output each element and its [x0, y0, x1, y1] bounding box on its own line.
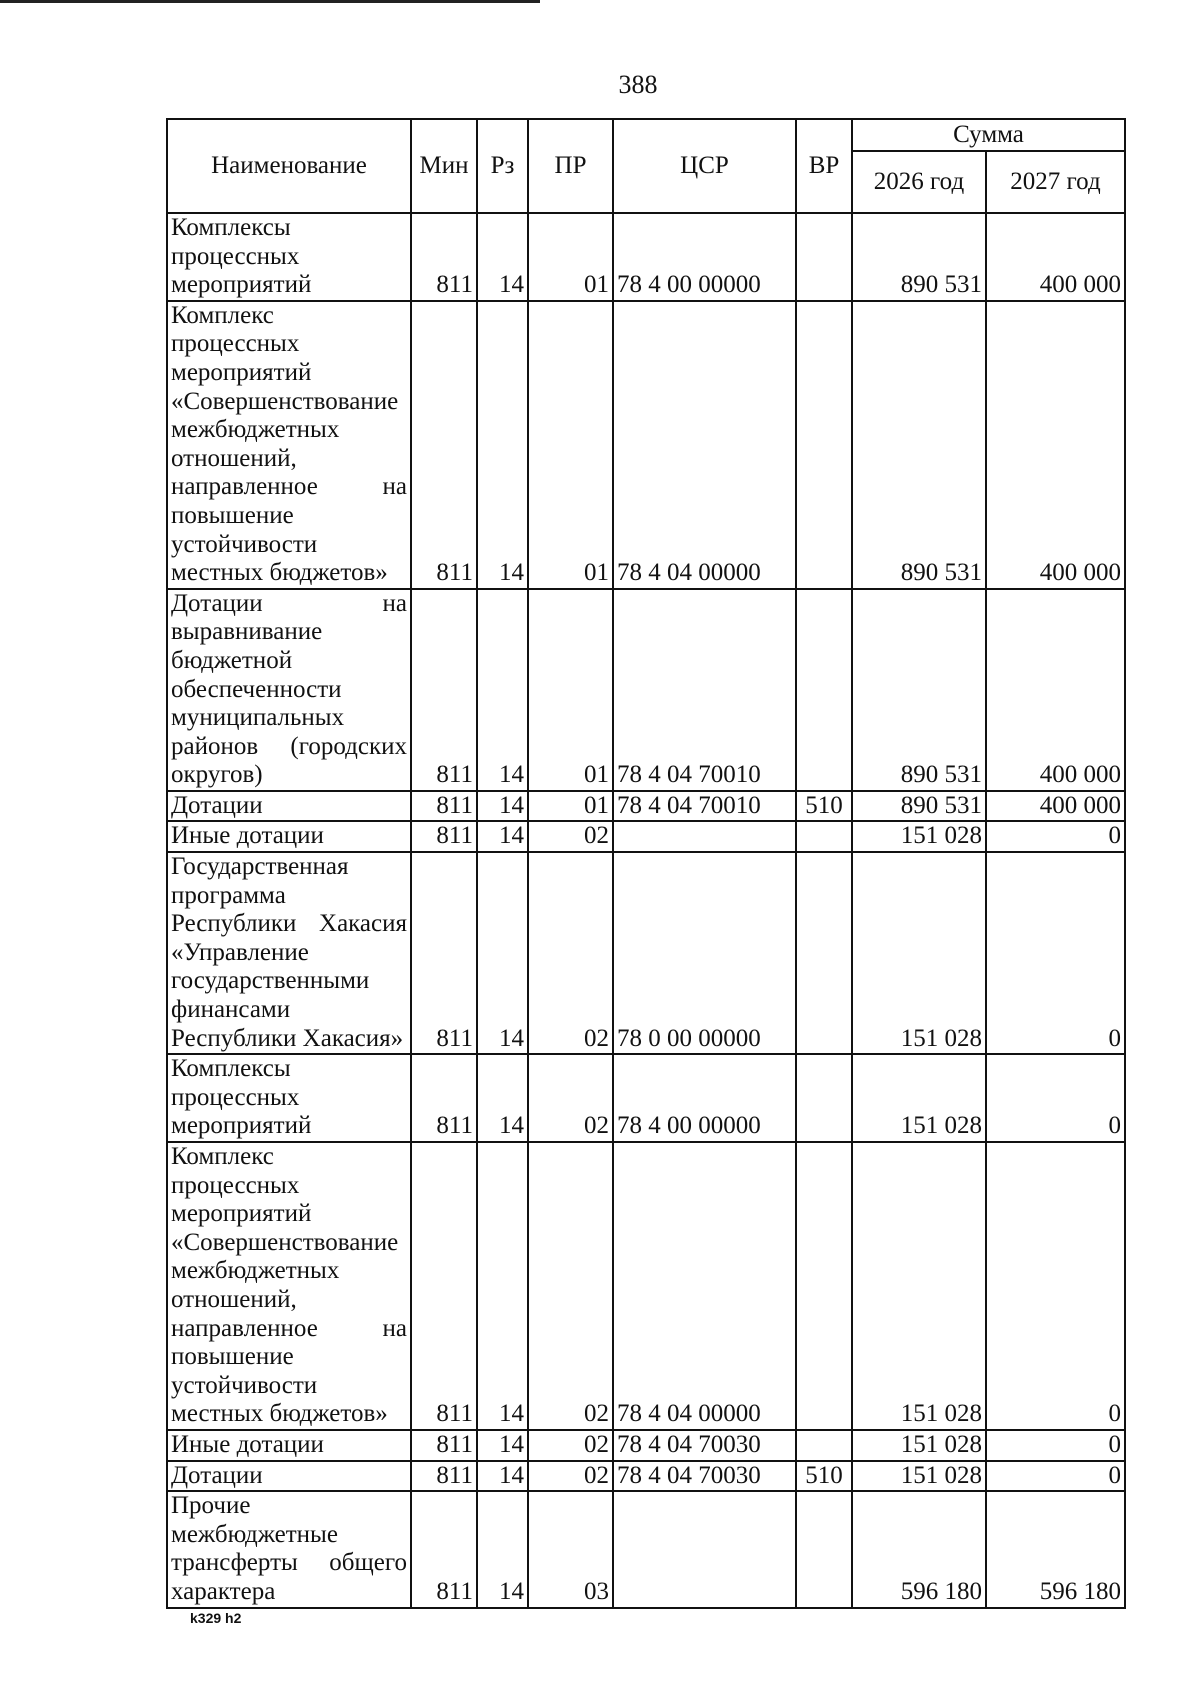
row-rz-cell: 14 — [477, 1461, 528, 1492]
table-row — [167, 791, 1125, 822]
row-2026-cell: 151 028 — [852, 1054, 986, 1142]
row-2027-cell: 400 000 — [986, 213, 1125, 301]
row-name-cell: Дотации — [167, 1461, 411, 1492]
page-number: 388 — [618, 70, 658, 99]
row-2026-cell: 596 180 — [852, 1491, 986, 1607]
col-header-min: Мин — [411, 119, 477, 213]
row-name-cell: Комплекс процессных мероприятий «Совершенствование межбюджетных отношений, направленное на повышение устойчивости местных бюджетов» — [167, 301, 411, 589]
table-row — [167, 213, 1125, 301]
row-name-cell: Иные дотации — [167, 1430, 411, 1461]
row-vr-cell — [796, 1054, 852, 1142]
table-row — [167, 1054, 1125, 1142]
row-vr-cell — [796, 852, 852, 1054]
table-row — [167, 821, 1125, 852]
row-name-cell: Прочие межбюджетные трансферты общего характера — [167, 1491, 411, 1607]
row-2027-cell: 0 — [986, 1054, 1125, 1142]
row-rz-cell: 14 — [477, 1491, 528, 1607]
budget-table — [166, 118, 1126, 1609]
row-2027-cell: 400 000 — [986, 791, 1125, 822]
row-2026-cell: 890 531 — [852, 791, 986, 822]
row-name-cell: Комплексы процессных мероприятий — [167, 1054, 411, 1142]
col-header-name: Наименование — [167, 119, 411, 213]
row-csr-cell: 78 0 00 00000 — [613, 852, 796, 1054]
table-row — [167, 301, 1125, 589]
header-row — [167, 119, 1125, 151]
row-rz-cell: 14 — [477, 1142, 528, 1430]
row-pr-cell: 02 — [528, 1461, 613, 1492]
table-row — [167, 589, 1125, 791]
row-2026-cell: 890 531 — [852, 589, 986, 791]
row-name-cell: Комплексы процессных мероприятий — [167, 213, 411, 301]
row-vr-cell — [796, 1142, 852, 1430]
row-min-cell: 811 — [411, 301, 477, 589]
row-min-cell: 811 — [411, 1491, 477, 1607]
row-min-cell: 811 — [411, 1430, 477, 1461]
row-min-cell: 811 — [411, 1142, 477, 1430]
table-row — [167, 852, 1125, 1054]
row-2027-cell: 0 — [986, 1430, 1125, 1461]
row-pr-cell: 02 — [528, 1430, 613, 1461]
row-pr-cell: 02 — [528, 1142, 613, 1430]
table-row — [167, 1461, 1125, 1492]
row-2027-cell: 0 — [986, 1461, 1125, 1492]
table-body — [167, 213, 1125, 1608]
table-row — [167, 1491, 1125, 1607]
row-min-cell: 811 — [411, 821, 477, 852]
row-pr-cell: 01 — [528, 301, 613, 589]
row-2026-cell: 151 028 — [852, 852, 986, 1054]
table-row — [167, 1430, 1125, 1461]
row-vr-cell: 510 — [796, 791, 852, 822]
row-vr-cell — [796, 589, 852, 791]
row-name-cell: Комплекс процессных мероприятий «Совершенствование межбюджетных отношений, направленное на повышение устойчивости местных бюджетов» — [167, 1142, 411, 1430]
row-pr-cell: 03 — [528, 1491, 613, 1607]
row-csr-cell: 78 4 04 70010 — [613, 589, 796, 791]
row-vr-cell — [796, 1491, 852, 1607]
row-vr-cell — [796, 301, 852, 589]
row-csr-cell: 78 4 00 00000 — [613, 1054, 796, 1142]
row-2027-cell: 400 000 — [986, 301, 1125, 589]
row-csr-cell: 78 4 00 00000 — [613, 213, 796, 301]
row-vr-cell — [796, 821, 852, 852]
row-csr-cell — [613, 1491, 796, 1607]
col-header-rz: Рз — [477, 119, 528, 213]
row-2026-cell: 151 028 — [852, 1142, 986, 1430]
row-2026-cell: 151 028 — [852, 1461, 986, 1492]
row-rz-cell: 14 — [477, 791, 528, 822]
col-header-2027: 2027 год — [986, 151, 1125, 213]
scan-edge-line — [0, 0, 540, 3]
row-2026-cell: 151 028 — [852, 821, 986, 852]
row-rz-cell: 14 — [477, 1430, 528, 1461]
row-name-cell: Дотации — [167, 791, 411, 822]
row-csr-cell: 78 4 04 70030 — [613, 1461, 796, 1492]
row-min-cell: 811 — [411, 852, 477, 1054]
row-rz-cell: 14 — [477, 213, 528, 301]
row-2027-cell: 400 000 — [986, 589, 1125, 791]
row-csr-cell: 78 4 04 70030 — [613, 1430, 796, 1461]
row-2027-cell: 0 — [986, 1142, 1125, 1430]
row-2026-cell: 890 531 — [852, 213, 986, 301]
row-pr-cell: 01 — [528, 213, 613, 301]
table-row — [167, 1142, 1125, 1430]
row-min-cell: 811 — [411, 1054, 477, 1142]
footer-code: k329 h2 — [190, 1610, 242, 1626]
row-2027-cell: 0 — [986, 852, 1125, 1054]
row-rz-cell: 14 — [477, 821, 528, 852]
col-header-sum: Сумма — [852, 119, 1125, 151]
row-vr-cell — [796, 213, 852, 301]
row-name-cell: Государственная программа Республики Хакасия «Управление государственными финансами Республики Хакасия» — [167, 852, 411, 1054]
row-csr-cell: 78 4 04 70010 — [613, 791, 796, 822]
row-min-cell: 811 — [411, 589, 477, 791]
row-rz-cell: 14 — [477, 301, 528, 589]
row-min-cell: 811 — [411, 1461, 477, 1492]
row-pr-cell: 02 — [528, 1054, 613, 1142]
row-csr-cell: 78 4 04 00000 — [613, 301, 796, 589]
row-rz-cell: 14 — [477, 852, 528, 1054]
row-vr-cell — [796, 1430, 852, 1461]
row-pr-cell: 01 — [528, 589, 613, 791]
row-min-cell: 811 — [411, 213, 477, 301]
col-header-csr: ЦСР — [613, 119, 796, 213]
row-min-cell: 811 — [411, 791, 477, 822]
row-rz-cell: 14 — [477, 1054, 528, 1142]
row-2027-cell: 596 180 — [986, 1491, 1125, 1607]
col-header-pr: ПР — [528, 119, 613, 213]
row-name-cell: Иные дотации — [167, 821, 411, 852]
row-2027-cell: 0 — [986, 821, 1125, 852]
row-csr-cell: 78 4 04 00000 — [613, 1142, 796, 1430]
row-pr-cell: 02 — [528, 821, 613, 852]
row-pr-cell: 02 — [528, 852, 613, 1054]
row-pr-cell: 01 — [528, 791, 613, 822]
row-rz-cell: 14 — [477, 589, 528, 791]
row-2026-cell: 890 531 — [852, 301, 986, 589]
row-2026-cell: 151 028 — [852, 1430, 986, 1461]
col-header-vr: ВР — [796, 119, 852, 213]
row-vr-cell: 510 — [796, 1461, 852, 1492]
row-name-cell: Дотации на выравнивание бюджетной обеспеченности муниципальных районов (городских округов) — [167, 589, 411, 791]
col-header-2026: 2026 год — [852, 151, 986, 213]
row-csr-cell — [613, 821, 796, 852]
